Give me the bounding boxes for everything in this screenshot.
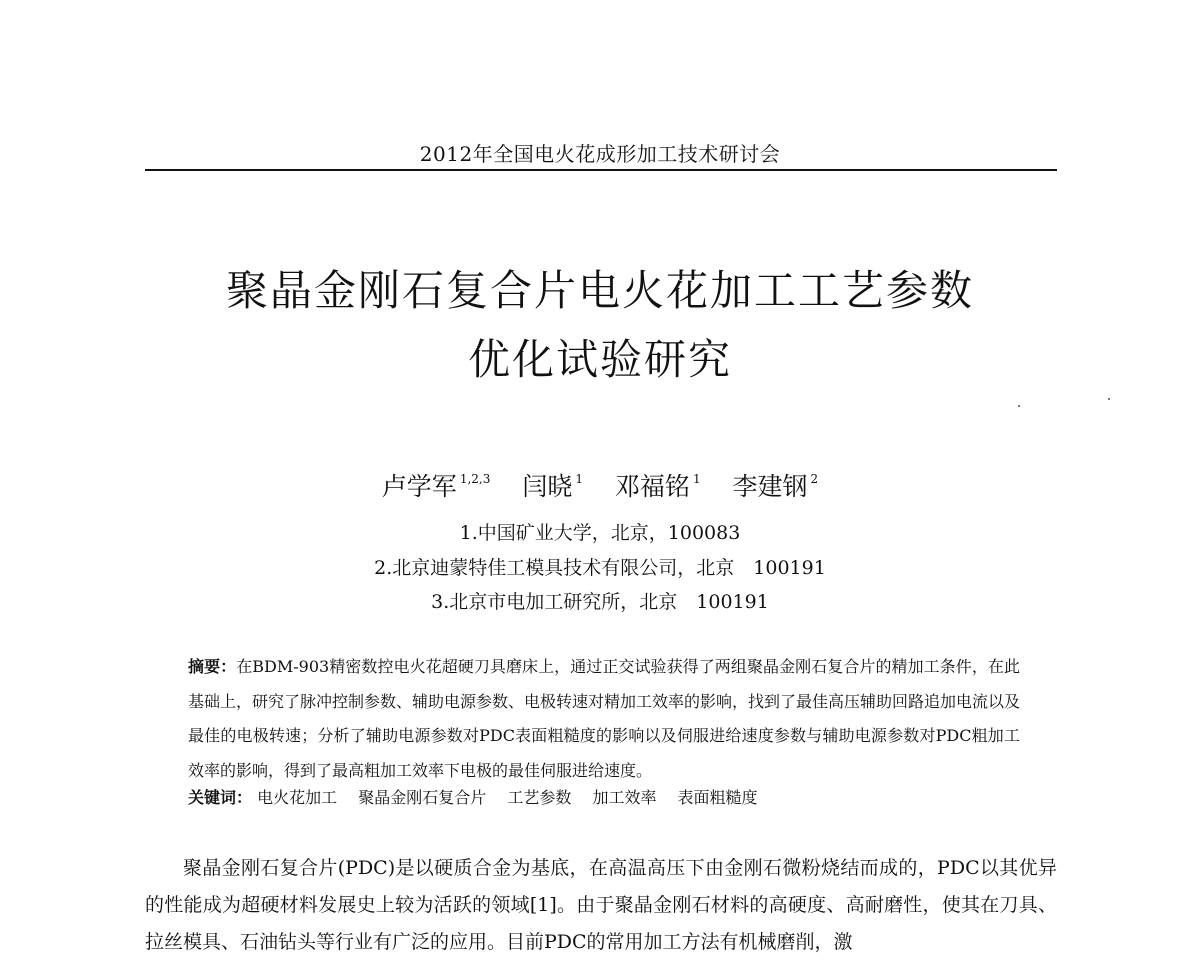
abstract	[188, 650, 1020, 788]
author-1	[382, 467, 491, 503]
author-name: 卢学军	[381, 472, 457, 501]
affiliation-1: 1.中国矿业大学，北京，100083	[459, 522, 741, 544]
abstract-text: 在BDM-903精密数控电火花超硬刀具磨床上，通过正交试验获得了两组聚晶金刚石复合片的精加工条件，在此基础上，研究了脉冲控制参数、辅助电源参数、电极转速对精加工效率的影响，找到了最佳高压辅助回路追加电流以及最佳的电极转速；分析了辅助电源参数对PDC表面粗糙度的影响以及伺服进给速度参数与辅助电源参数对PDC粗加工效率的影响，得到了最高粗加工效率下电极的最佳伺服进给速度。	[188, 657, 1021, 780]
keyword: 加工效率	[592, 788, 657, 807]
author-name: 李建钢	[732, 472, 808, 501]
paper-title-line-2: 优化试验研究	[467, 335, 732, 384]
keyword: 表面粗糙度	[677, 788, 758, 807]
affiliation-2: 2.北京迪蒙特佳工模具技术有限公司，北京 100191	[374, 557, 826, 579]
affiliation-3: 3.北京市电加工研究所，北京 100191	[431, 591, 769, 613]
conference-header: 2012年全国电火花成形加工技术研讨会	[419, 142, 781, 166]
author-affiliation-mark: 1,2,3	[459, 472, 491, 486]
author-2	[522, 467, 583, 503]
header-rule	[145, 169, 1057, 171]
author-name: 邓福铭	[614, 472, 690, 501]
author-affiliation-mark: 1	[692, 472, 701, 486]
author-affiliation-mark: 1	[575, 472, 583, 486]
body-paragraph: 聚晶金刚石复合片(PDC)是以硬质合金为基底，在高温高压下由金刚石微粉烧结而成的，PDC以其优异的性能成为超硬材料发展史上较为活跃的领域[1]。由于聚晶金刚石材料的高硬度、高耐磨性，使其在刀具、拉丝模具、石油钻头等行业有广泛的应用。目前PDC的常用加工方法有机械磨削，激	[145, 857, 1057, 953]
author-affiliation-mark: 2	[810, 472, 819, 486]
author-list	[0, 467, 1200, 503]
scan-speck	[1108, 398, 1110, 400]
keywords	[188, 785, 1020, 808]
paper-title-line-1: 聚晶金刚石复合片电火花加工工艺参数	[225, 266, 974, 315]
author-4	[733, 467, 819, 503]
keyword: 电火花加工	[257, 788, 338, 807]
keyword: 工艺参数	[507, 788, 572, 807]
author-name: 闫晓	[522, 472, 573, 501]
abstract-label: 摘要：	[188, 657, 237, 676]
keywords-label: 关键词：	[188, 788, 253, 807]
author-3	[615, 467, 701, 503]
scan-speck	[1018, 405, 1020, 407]
keyword: 聚晶金刚石复合片	[358, 788, 487, 807]
